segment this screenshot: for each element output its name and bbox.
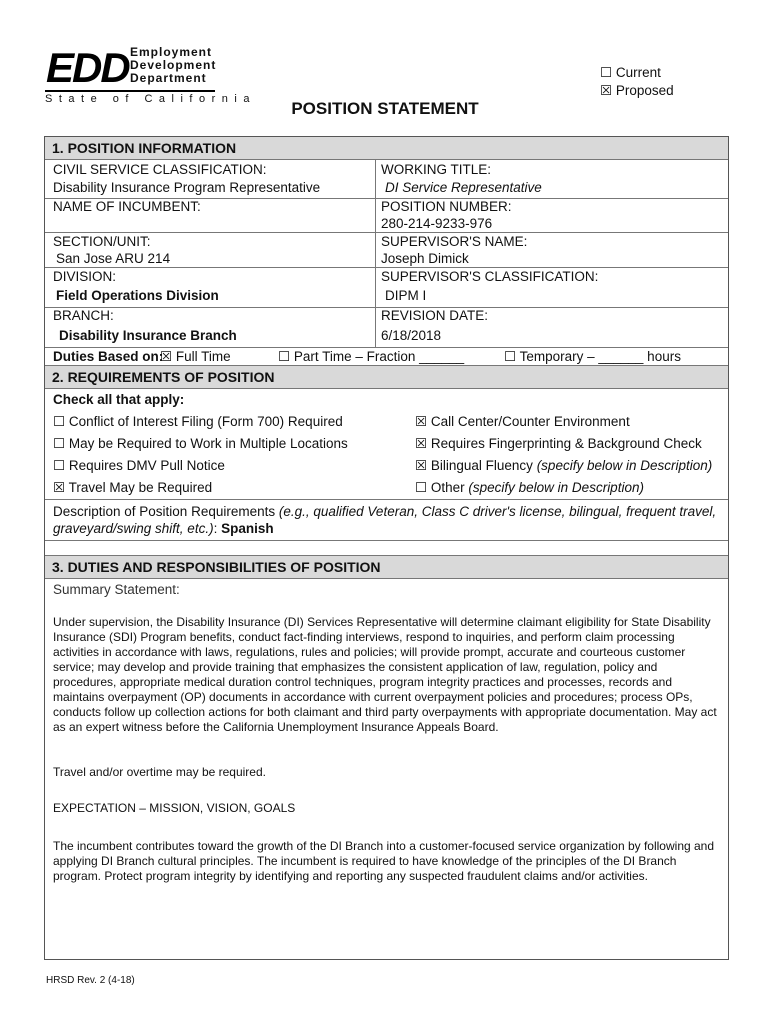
section1-heading: 1. POSITION INFORMATION (45, 137, 728, 159)
working-title-value[interactable]: DI Service Representative (385, 180, 542, 195)
description-label: Description of Position Requirements (53, 504, 276, 519)
requirement-other-note: (specify below in Description) (468, 480, 644, 495)
part-time-checkbox[interactable]: ☐ Part Time – Fraction ______ (278, 349, 465, 364)
logo-line-employment: Employment (130, 45, 213, 59)
expectation-heading: EXPECTATION – MISSION, VISION, GOALS (53, 801, 296, 815)
full-time-checkbox[interactable]: ☒ Full Time (160, 349, 231, 364)
page-title: POSITION STATEMENT (291, 99, 479, 118)
requirement-multiple-locations[interactable]: ☐ May be Required to Work in Multiple Locations (53, 436, 348, 451)
edd-logo-text (130, 46, 216, 85)
branch-value[interactable]: Disability Insurance Branch (59, 328, 237, 343)
requirement-bilingual-note: (specify below in Description) (536, 458, 713, 473)
requirement-fingerprinting[interactable]: ☒ Requires Fingerprinting & Background Check (415, 436, 702, 451)
check-all-label: Check all that apply: (53, 392, 185, 407)
edd-logo-mark: EDD (46, 44, 129, 91)
divider (45, 540, 728, 541)
supervisor-name-label: SUPERVISOR'S NAME: (381, 234, 528, 249)
summary-statement-label: Summary Statement: (53, 582, 180, 597)
description-value: Spanish (221, 521, 274, 536)
logo-line-development: Development (130, 58, 217, 72)
requirement-conflict-of-interest[interactable]: ☐ Conflict of Interest Filing (Form 700) Required (53, 414, 343, 429)
section2-heading: 2. REQUIREMENTS OF POSITION (45, 366, 728, 388)
requirement-dmv-pull-notice[interactable]: ☐ Requires DMV Pull Notice (53, 458, 225, 473)
incumbent-label: NAME OF INCUMBENT: (53, 199, 201, 214)
requirement-other-label: ☐ Other (415, 480, 465, 495)
summary-statement-text: Under supervision, the Disability Insurance (DI) Services Representative will determine claimant eligibility for State Disability Insurance (SDI) Program benefits, conduct fact-finding interviews, respond to inquiries, and perform claim processing activities in accordance with laws, regulations, rules and policies; will provide prompt, accurate and courteous customer service; may develop and provide training that emphasizes the consistent application of law, regulation, policy and procedures, appropriate medical duration control techniques, program integrity practices and processes, records and maintains overpayment (OP) documents in accordance with current overpayment policies and procedures; process OPs, conducts follow up collection actions for both claimant and third party overpayments with appropriate documentation. May act as an expert witness before the California Unemployment Insurance Appeals Board. (53, 615, 717, 734)
travel-note: Travel and/or overtime may be required. (53, 765, 266, 779)
column-divider (375, 159, 376, 347)
expectation-text: The incumbent contributes toward the growth of the DI Branch into a customer-focused service organization by following and applying DI Branch cultural principles. The incumbent is required to have knowledge of the principles of the DI Branch program. Protect program integrity by identifying and reporting any suspected fraudulent claims and/or activities. (53, 839, 715, 883)
branch-label: BRANCH: (53, 308, 114, 323)
requirement-bilingual[interactable] (415, 457, 712, 474)
requirement-travel[interactable]: ☒ Travel May be Required (53, 480, 213, 495)
proposed-checkbox[interactable]: ☒ Proposed (600, 83, 674, 98)
classification-value[interactable]: Disability Insurance Program Representative (53, 180, 321, 195)
working-title-label: WORKING TITLE: (381, 162, 492, 177)
logo-line-department: Department (130, 71, 207, 85)
requirement-other[interactable] (415, 479, 644, 496)
current-checkbox[interactable]: ☐ Current (600, 65, 661, 80)
section-unit-label: SECTION/UNIT: (53, 234, 151, 249)
divider (45, 578, 728, 579)
division-value[interactable]: Field Operations Division (56, 288, 219, 303)
supervisor-classification-value[interactable]: DIPM I (385, 288, 427, 303)
requirement-call-center[interactable]: ☒ Call Center/Counter Environment (415, 414, 630, 429)
revision-date-label: REVISION DATE: (381, 308, 489, 323)
logo-state-of-california: State of California (45, 90, 215, 105)
divider (45, 159, 728, 160)
divider (45, 388, 728, 389)
section3-heading: 3. DUTIES AND RESPONSIBILITIES OF POSITION (45, 556, 728, 578)
section-unit-value[interactable]: San Jose ARU 214 (56, 251, 171, 266)
supervisor-classification-label: SUPERVISOR'S CLASSIFICATION: (381, 269, 599, 284)
temporary-checkbox[interactable]: ☐ Temporary – ______ hours (504, 349, 681, 364)
form-revision-footer: HRSD Rev. 2 (4-18) (46, 975, 135, 986)
position-requirements-description[interactable]: Description of Position Requirements (e.g., qualified Veteran, Class C driver's license, bilingual, frequent travel, graveyard/swing shift, etc.): Spanish (53, 504, 717, 536)
position-number-label: POSITION NUMBER: (381, 199, 512, 214)
classification-label: CIVIL SERVICE CLASSIFICATION: (53, 162, 267, 177)
requirement-bilingual-label: ☒ Bilingual Fluency (415, 458, 533, 473)
description-examples: (e.g., qualified Veteran, Class C driver's license, bilingual, frequent travel, graveyard/swing shift, etc.) (53, 504, 717, 536)
revision-date-value[interactable]: 6/18/2018 (381, 328, 442, 343)
supervisor-name-value[interactable]: Joseph Dimick (381, 251, 469, 266)
position-statement-form (44, 136, 729, 960)
divider (45, 499, 728, 500)
position-number-value[interactable]: 280-214-9233-976 (381, 216, 493, 231)
division-label: DIVISION: (53, 269, 117, 284)
duties-based-label: Duties Based on: (53, 349, 164, 364)
